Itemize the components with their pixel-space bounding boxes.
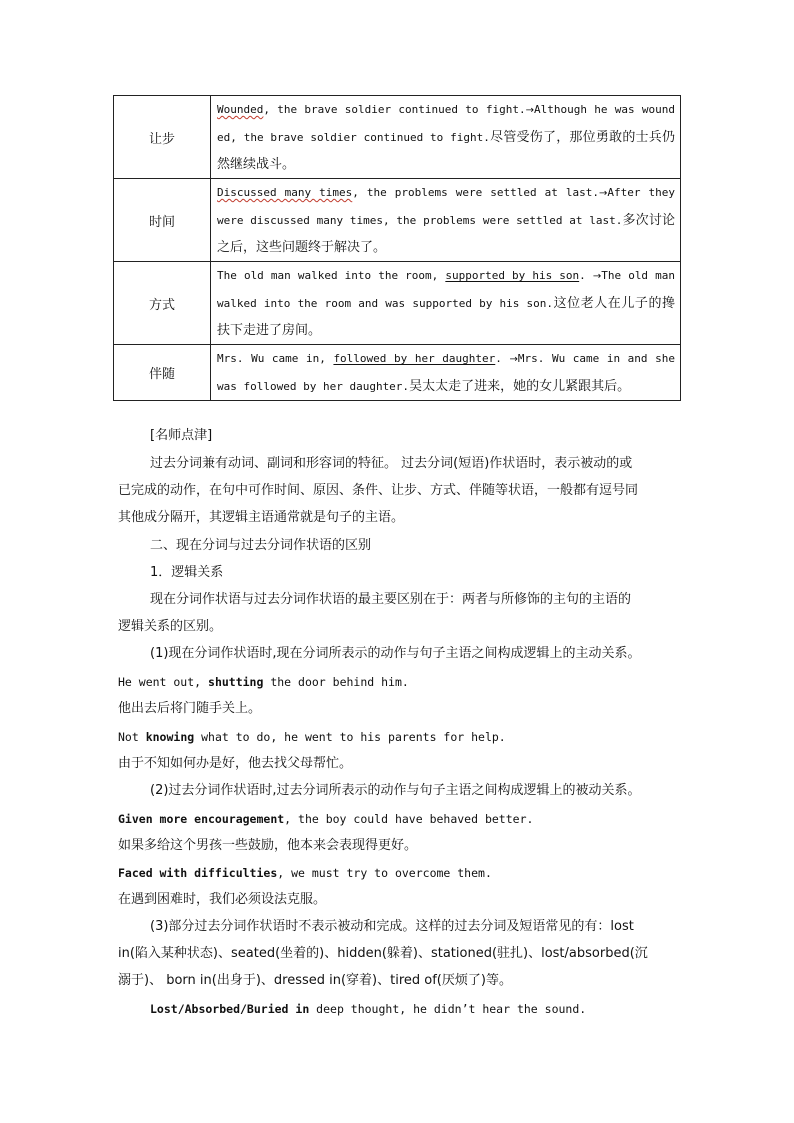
paragraph-line: 逻辑关系的区别。: [118, 619, 223, 634]
underlined-phrase: Discussed many times: [217, 186, 353, 199]
adverbial-usage-table: [113, 95, 681, 401]
point-line: in(陷入某种状态)、seated(坐着的)、hidden(躲着)、stationed(驻扎)、lost/absorbed(沉: [118, 946, 648, 961]
row-content: [211, 179, 681, 262]
section-title: 二、现在分词与过去分词作状语的区别: [150, 538, 372, 553]
paragraph-line: 其他成分隔开，其逻辑主语通常就是句子的主语。: [118, 510, 405, 525]
underlined-phrase: followed by her daughter: [333, 352, 496, 365]
example-sentence: Lost/Absorbed/Buried in deep thought, he didn’t hear the sound.: [150, 1002, 587, 1016]
paragraph-line: 过去分词兼有动词、副词和形容词的特征。 过去分词(短语)作状语时，表示被动的或: [150, 456, 633, 471]
arrow-icon: →: [592, 271, 602, 282]
point-line: (3)部分过去分词作状语时不表示被动和完成。这样的过去分词及短语常见的有：lost: [150, 919, 634, 934]
example-text: Wounded, the brave soldier continued to fight.→Although he was wounded, the brave soldier continued to fight.尽管受伤了，那位勇敢的士兵仍然继续战斗。: [217, 103, 676, 172]
tip-heading: [名师点津]: [150, 428, 213, 443]
point-line: (1)现在分词作状语时,现在分词所表示的动作与句子主语之间构成逻辑上的主动关系。: [150, 646, 641, 661]
table-row: [114, 179, 681, 262]
row-label: 时间: [114, 179, 211, 262]
subsection-title: 1．逻辑关系: [150, 565, 224, 580]
example-translation: 在遇到困难时，我们必须设法克服。: [118, 892, 327, 907]
table-row: [114, 262, 681, 345]
underlined-phrase: Wounded: [217, 103, 264, 116]
row-label: 方式: [114, 262, 211, 345]
example-text: Mrs. Wu came in, followed by her daughter. →Mrs. Wu came in and she was followed by her daughter.吴太太走了进来，她的女儿紧跟其后。: [217, 352, 675, 394]
paragraph-line: 已完成的动作，在句中可作时间、原因、条件、让步、方式、伴随等状语，一般都有逗号同: [118, 483, 639, 498]
example-sentence: Not knowing what to do, he went to his parents for help.: [118, 730, 506, 744]
table-row: [114, 96, 681, 179]
row-label: 让步: [114, 96, 211, 179]
example-text: The old man walked into the room, supported by his son. →The old man walked into the room and was supported by his son.这位老人在儿子的搀扶下走进了房间。: [217, 269, 676, 338]
row-label: 伴随: [114, 345, 211, 401]
example-sentence: He went out, shutting the door behind him.: [118, 675, 409, 689]
paragraph-line: 现在分词作状语与过去分词作状语的最主要区别在于：两者与所修饰的主句的主语的: [150, 592, 632, 607]
point-line: (2)过去分词作状语时,过去分词所表示的动作与句子主语之间构成逻辑上的被动关系。: [150, 783, 641, 798]
row-content: [211, 345, 681, 401]
example-translation: 他出去后将门随手关上。: [118, 701, 262, 716]
arrow-icon: →: [598, 188, 608, 199]
point-line: 溺于)、 born in(出身于)、dressed in(穿着)、tired of(厌烦了)等。: [118, 973, 512, 988]
example-translation: 如果多给这个男孩一些鼓励，他本来会表现得更好。: [118, 838, 418, 853]
example-sentence: Faced with difficulties, we must try to overcome them.: [118, 866, 492, 880]
arrow-icon: →: [525, 105, 534, 116]
example-translation: 由于不知如何办是好，他去找父母帮忙。: [118, 756, 353, 771]
example-text: Discussed many times, the problems were settled at last.→After they were discussed many times, the problems were settled at last.多次讨论之后，这些问题终于解决了。: [217, 186, 675, 255]
underlined-phrase: supported by his son: [445, 269, 580, 282]
example-sentence: Given more encouragement, the boy could have behaved better.: [118, 812, 534, 826]
table-row: [114, 345, 681, 401]
arrow-icon: →: [509, 354, 518, 365]
row-content: [211, 96, 681, 179]
row-content: [211, 262, 681, 345]
